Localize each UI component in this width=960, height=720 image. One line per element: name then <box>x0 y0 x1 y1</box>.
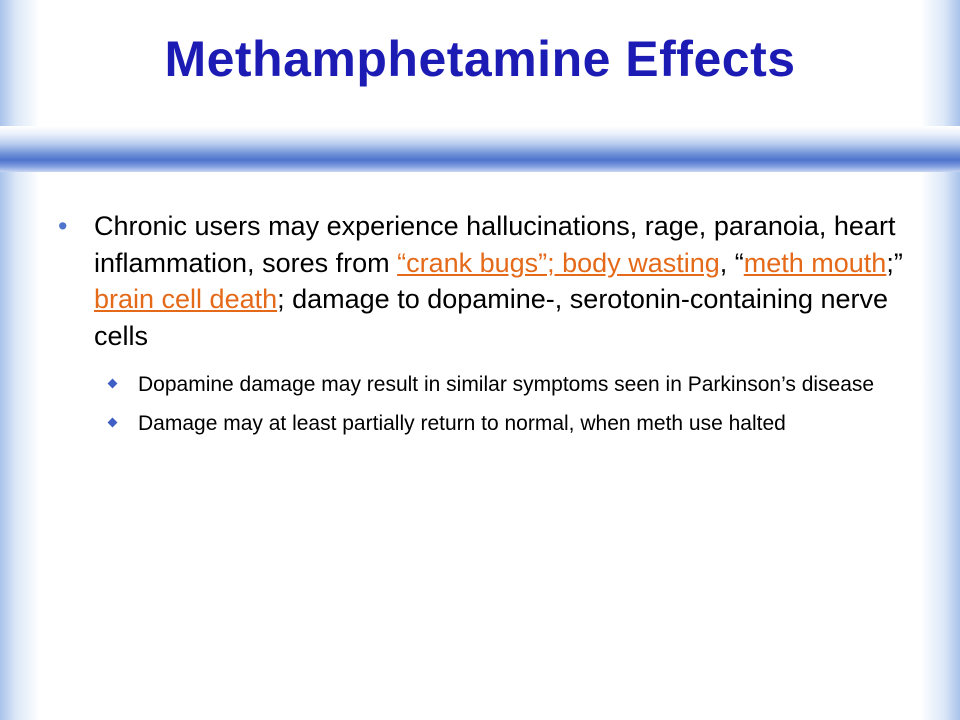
sub-bullet-text: Dopamine damage may result in similar symptoms seen in Parkinson’s disease <box>138 373 875 396</box>
title-divider-bar <box>0 126 960 172</box>
main-bullet-text-3: ;” <box>886 247 903 278</box>
sub-bullet-recovery <box>108 411 908 436</box>
slide-title: Methamphetamine Effects <box>164 31 796 87</box>
main-bullet-text-4: ; damage to dopamine-, serotonin-containing nerve cells <box>94 284 888 351</box>
sub-bullet-dopamine <box>108 372 908 397</box>
main-bullet-text-2: , “ <box>719 247 744 278</box>
diamond-bullet-icon <box>108 418 117 427</box>
main-bullet <box>58 208 908 354</box>
sub-bullet-text: Damage may at least partially return to normal, when meth use halted <box>138 412 786 435</box>
diamond-bullet-icon <box>108 379 117 388</box>
main-bullet-text-1: Chronic users may experience hallucinations, rage, paranoia, heart inflammation, sores from <box>94 211 896 278</box>
bullet-dot-icon: • <box>58 211 68 241</box>
meth-mouth-link[interactable]: meth mouth <box>743 247 887 278</box>
brain-cell-death-link[interactable]: brain cell death <box>94 284 278 314</box>
crank-bugs-link[interactable]: “crank bugs”; body wasting <box>397 247 720 278</box>
slide-body <box>58 208 908 436</box>
